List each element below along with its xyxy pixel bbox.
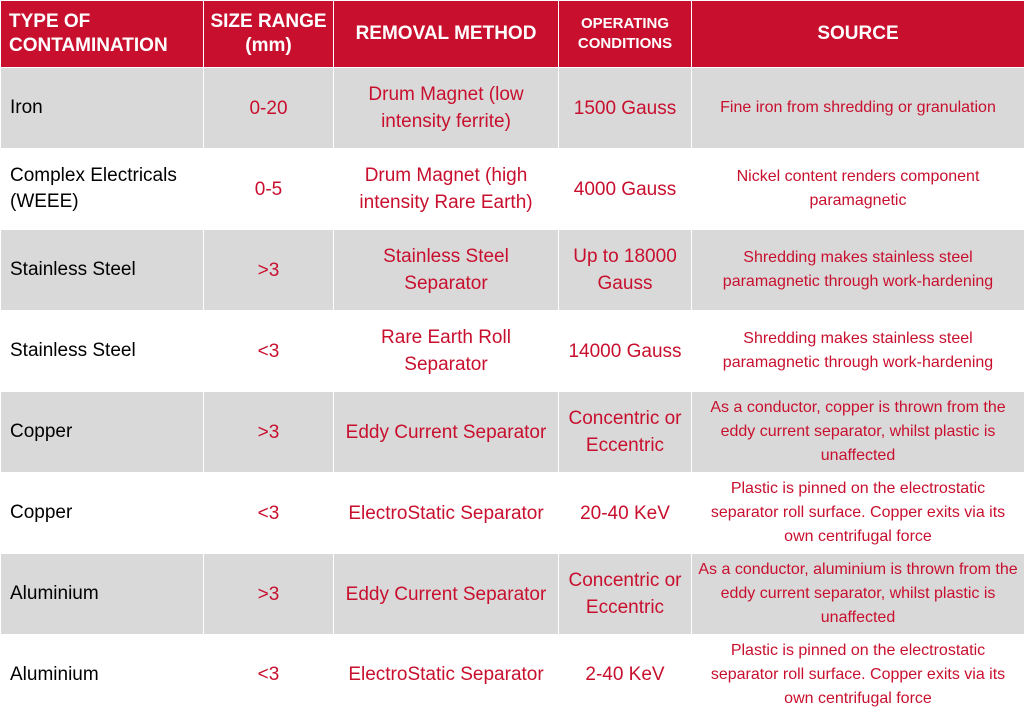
- cell-method: ElectroStatic Separator: [334, 635, 559, 715]
- cell-size: >3: [204, 554, 334, 635]
- cell-size: >3: [204, 230, 334, 311]
- cell-method: Rare Earth Roll Separator: [334, 311, 559, 392]
- cell-source: Plastic is pinned on the electrostatic separator roll surface. Copper exits via its own centrifugal force: [692, 473, 1024, 554]
- cell-source: As a conductor, aluminium is thrown from the eddy current separator, whilst plastic is unaffected: [692, 554, 1024, 635]
- table-row: [1, 149, 1024, 230]
- cell-size: 0-5: [204, 149, 334, 230]
- table-row: [1, 311, 1024, 392]
- table-row: [1, 230, 1024, 311]
- cell-type: Aluminium: [1, 554, 204, 635]
- cell-size: >3: [204, 392, 334, 473]
- cell-source: As a conductor, copper is thrown from the eddy current separator, whilst plastic is unaffected: [692, 392, 1024, 473]
- cell-type: Copper: [1, 473, 204, 554]
- cell-size: 0-20: [204, 68, 334, 149]
- header-size: SIZE RANGE (mm): [204, 1, 334, 68]
- cell-type: Iron: [1, 68, 204, 149]
- cell-source: Nickel content renders component paramagnetic: [692, 149, 1024, 230]
- table-row: [1, 473, 1024, 554]
- cell-method: ElectroStatic Separator: [334, 473, 559, 554]
- cell-size: <3: [204, 311, 334, 392]
- cell-type: Copper: [1, 392, 204, 473]
- cell-type: Aluminium: [1, 635, 204, 715]
- cell-type: Complex Electricals (WEEE): [1, 149, 204, 230]
- header-row: [1, 1, 1024, 68]
- cell-type: Stainless Steel: [1, 230, 204, 311]
- cell-source: Shredding makes stainless steel paramagnetic through work-hardening: [692, 311, 1024, 392]
- cell-size: <3: [204, 635, 334, 715]
- cell-conditions: 14000 Gauss: [559, 311, 692, 392]
- header-type: TYPE OF CONTAMINATION: [1, 1, 204, 68]
- cell-source: Fine iron from shredding or granulation: [692, 68, 1024, 149]
- header-conditions: OPERATING CONDITIONS: [559, 1, 692, 68]
- cell-conditions: Concentric or Eccentric: [559, 392, 692, 473]
- table-row: [1, 554, 1024, 635]
- table-row: [1, 392, 1024, 473]
- table-row: [1, 68, 1024, 149]
- cell-method: Stainless Steel Separator: [334, 230, 559, 311]
- header-source: SOURCE: [692, 1, 1024, 68]
- cell-conditions: 4000 Gauss: [559, 149, 692, 230]
- cell-size: <3: [204, 473, 334, 554]
- cell-method: Drum Magnet (low intensity ferrite): [334, 68, 559, 149]
- cell-conditions: 20-40 KeV: [559, 473, 692, 554]
- cell-conditions: 2-40 KeV: [559, 635, 692, 715]
- cell-conditions: Up to 18000 Gauss: [559, 230, 692, 311]
- cell-conditions: Concentric or Eccentric: [559, 554, 692, 635]
- cell-source: Shredding makes stainless steel paramagnetic through work-hardening: [692, 230, 1024, 311]
- cell-method: Eddy Current Separator: [334, 554, 559, 635]
- table-row: [1, 635, 1024, 715]
- cell-type: Stainless Steel: [1, 311, 204, 392]
- cell-method: Eddy Current Separator: [334, 392, 559, 473]
- cell-source: Plastic is pinned on the electrostatic separator roll surface. Copper exits via its own centrifugal force: [692, 635, 1024, 715]
- header-method: REMOVAL METHOD: [334, 1, 559, 68]
- cell-method: Drum Magnet (high intensity Rare Earth): [334, 149, 559, 230]
- cell-conditions: 1500 Gauss: [559, 68, 692, 149]
